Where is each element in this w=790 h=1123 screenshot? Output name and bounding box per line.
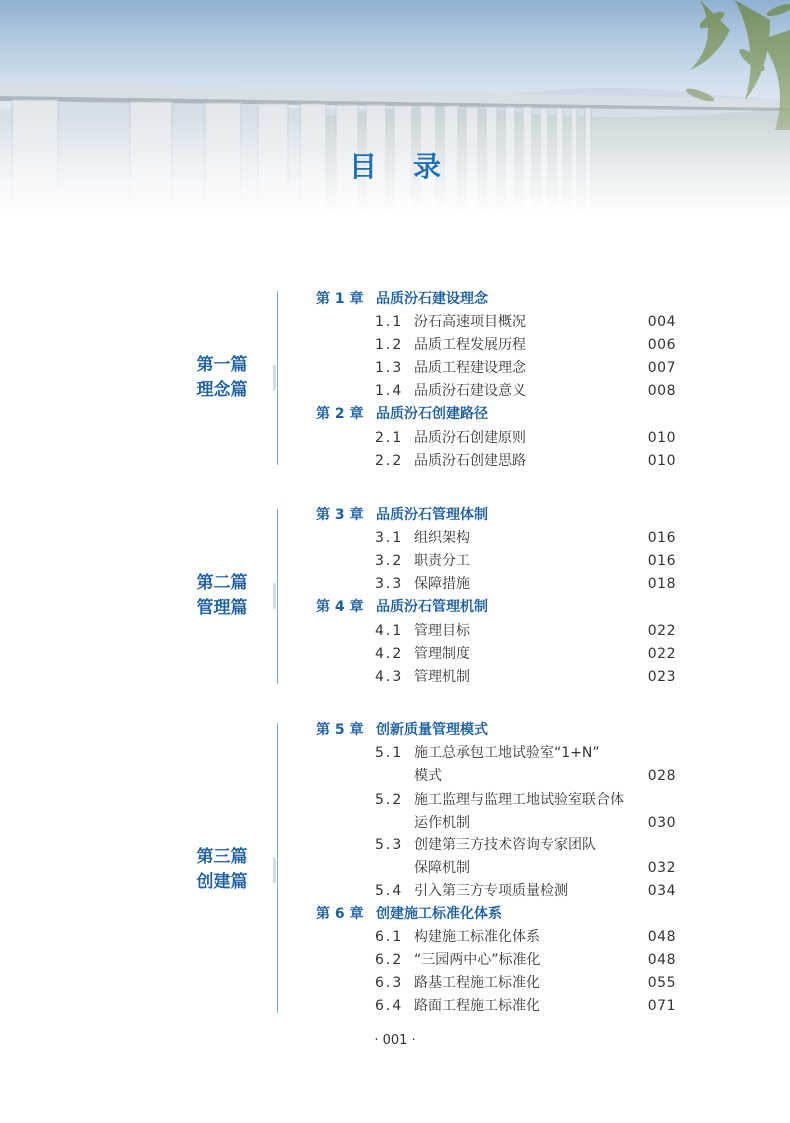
section-number: 4.3 <box>375 669 404 685</box>
section-number: 4.1 <box>375 623 404 639</box>
part-label-line2: 管理篇 <box>196 598 248 618</box>
chapter-row[interactable] <box>0 288 790 311</box>
section-title: 管理目标 <box>414 623 470 639</box>
section-title: 引入第三方专项质量检测 <box>414 883 568 899</box>
chapter-number: 第 5 章 <box>316 722 364 738</box>
section-page: 008 <box>647 383 676 399</box>
section-title: “三园两中心”标准化 <box>414 952 541 968</box>
section-page: 010 <box>647 453 676 469</box>
section-number: 5.1 <box>375 745 404 761</box>
section-row[interactable] <box>0 995 790 1018</box>
section-number: 1.2 <box>375 337 404 353</box>
section-page: 032 <box>647 860 676 876</box>
section-number: 5.4 <box>375 883 404 899</box>
part-label-line1: 第三篇 <box>196 847 248 867</box>
section-row-continuation[interactable] <box>0 857 790 880</box>
section-title: 管理机制 <box>414 669 470 685</box>
section-page: 030 <box>647 815 676 831</box>
section-title: 构建施工标准化体系 <box>414 929 540 945</box>
chapter-row[interactable] <box>0 504 790 527</box>
section-page: 022 <box>647 623 676 639</box>
section-title-continued: 模式 <box>414 768 442 784</box>
section-page: 034 <box>647 883 676 899</box>
chapter-number: 第 4 章 <box>316 599 364 615</box>
section-row[interactable] <box>0 643 790 666</box>
chapter-number: 第 3 章 <box>316 507 364 523</box>
section-title: 施工监理与监理工地试验室联合体 <box>414 792 624 808</box>
section-number: 6.1 <box>375 929 404 945</box>
section-row[interactable] <box>0 527 790 550</box>
section-title: 管理制度 <box>414 646 470 662</box>
section-page: 055 <box>647 975 676 991</box>
section-number: 5.2 <box>375 792 404 808</box>
chapter-title: 品质汾石管理体制 <box>376 507 488 523</box>
section-row[interactable] <box>0 357 790 380</box>
section-page: 048 <box>647 929 676 945</box>
section-title: 职责分工 <box>414 553 470 569</box>
section-title: 创建第三方技术咨询专家团队 <box>414 837 596 853</box>
section-page: 048 <box>647 952 676 968</box>
section-row[interactable] <box>0 334 790 357</box>
section-page: 007 <box>647 360 676 376</box>
section-page: 016 <box>647 530 676 546</box>
chapter-title: 品质汾石管理机制 <box>376 599 488 615</box>
section-number: 5.3 <box>375 837 404 853</box>
page-title: 目录 <box>348 150 477 183</box>
section-page: 010 <box>647 430 676 446</box>
chapter-number: 第 1 章 <box>316 291 364 307</box>
chapter-number: 第 6 章 <box>316 906 364 922</box>
section-number: 2.1 <box>375 430 404 446</box>
chapter-row[interactable] <box>0 403 790 426</box>
section-page: 018 <box>647 576 676 592</box>
chapter-title: 品质汾石创建路径 <box>376 406 488 422</box>
section-number: 3.1 <box>375 530 404 546</box>
section-row[interactable] <box>0 742 790 765</box>
section-row[interactable] <box>0 834 790 857</box>
section-row[interactable] <box>0 666 790 689</box>
section-number: 1.4 <box>375 383 404 399</box>
chapter-row[interactable] <box>0 719 790 742</box>
part-label-line2: 创建篇 <box>196 872 248 892</box>
section-row[interactable] <box>0 380 790 403</box>
section-number: 6.4 <box>375 998 404 1014</box>
section-title: 品质汾石创建原则 <box>414 430 526 446</box>
section-row[interactable] <box>0 573 790 596</box>
chapter-row[interactable] <box>0 596 790 619</box>
section-title: 保障措施 <box>414 576 470 592</box>
section-title: 品质汾石建设意义 <box>414 383 526 399</box>
section-title: 施工总承包工地试验室“1+N” <box>414 745 600 761</box>
section-number: 3.2 <box>375 553 404 569</box>
section-row[interactable] <box>0 450 790 473</box>
section-row-continuation[interactable] <box>0 812 790 835</box>
section-row[interactable] <box>0 926 790 949</box>
section-row-continuation[interactable] <box>0 765 790 788</box>
section-page: 016 <box>647 553 676 569</box>
section-title: 路面工程施工标准化 <box>414 998 540 1014</box>
section-row[interactable] <box>0 880 790 903</box>
section-row[interactable] <box>0 311 790 334</box>
section-row[interactable] <box>0 789 790 812</box>
chapter-row[interactable] <box>0 903 790 926</box>
section-row[interactable] <box>0 972 790 995</box>
section-title: 组织架构 <box>414 530 470 546</box>
section-title: 路基工程施工标准化 <box>414 975 540 991</box>
page-number: · 001 · <box>374 1033 416 1048</box>
section-page: 004 <box>647 314 676 330</box>
section-number: 1.3 <box>375 360 404 376</box>
header-banner <box>0 0 790 215</box>
section-number: 6.2 <box>375 952 404 968</box>
section-number: 2.2 <box>375 453 404 469</box>
section-row[interactable] <box>0 620 790 643</box>
section-number: 3.3 <box>375 576 404 592</box>
chapter-number: 第 2 章 <box>316 406 364 422</box>
section-page: 028 <box>647 768 676 784</box>
section-title-continued: 保障机制 <box>414 860 470 876</box>
section-page: 022 <box>647 646 676 662</box>
section-number: 6.3 <box>375 975 404 991</box>
section-row[interactable] <box>0 427 790 450</box>
section-number: 1.1 <box>375 314 404 330</box>
section-page: 006 <box>647 337 676 353</box>
chapter-title: 创新质量管理模式 <box>376 722 488 738</box>
section-title: 汾石高速项目概况 <box>414 314 526 330</box>
section-page: 023 <box>647 669 676 685</box>
section-title: 品质工程建设理念 <box>414 360 526 376</box>
section-row[interactable] <box>0 949 790 972</box>
section-page: 071 <box>647 998 676 1014</box>
part-label-line1: 第二篇 <box>196 573 248 593</box>
section-title-continued: 运作机制 <box>414 815 470 831</box>
chapter-title: 创建施工标准化体系 <box>376 906 502 922</box>
part-label-line1: 第一篇 <box>196 355 248 375</box>
part-label-line2: 理念篇 <box>196 380 248 400</box>
section-title: 品质工程发展历程 <box>414 337 526 353</box>
section-number: 4.2 <box>375 646 404 662</box>
chapter-title: 品质汾石建设理念 <box>376 291 488 307</box>
section-title: 品质汾石创建思路 <box>414 453 526 469</box>
section-row[interactable] <box>0 550 790 573</box>
